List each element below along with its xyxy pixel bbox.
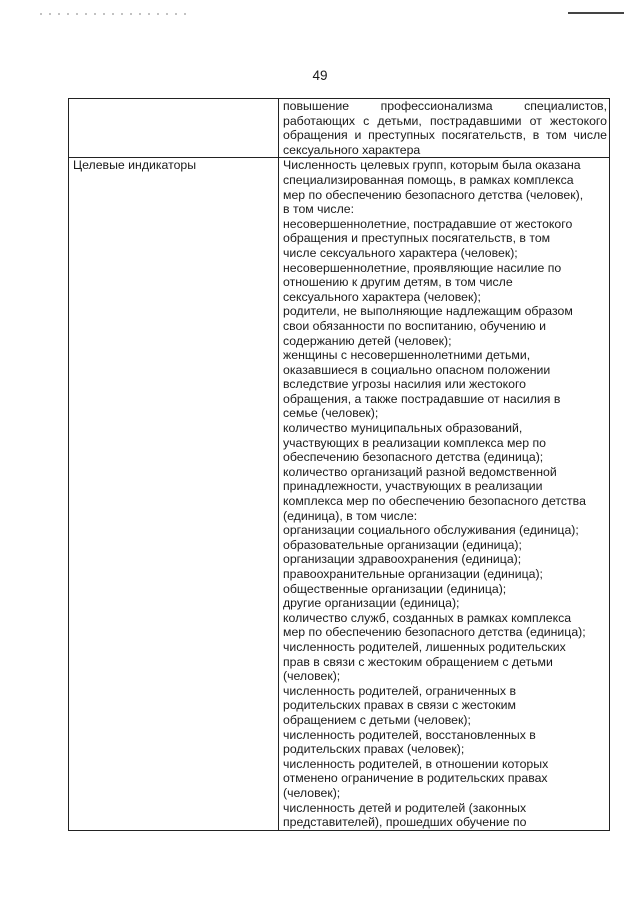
indicator-line: прав в связи с жестоким обращением с детьми: [283, 654, 553, 669]
scan-artifact-top-right: [568, 12, 624, 14]
indicator-line: представителей), прошедших обучение по: [283, 815, 527, 830]
indicator-line: обращения и преступных посягательств, в том: [283, 231, 551, 246]
page-number: 49: [312, 68, 328, 83]
indicator-line: свои обязанности по воспитанию, обучению и: [283, 318, 546, 333]
indicator-line: количество муниципальных образований,: [283, 421, 523, 436]
indicator-line: оказавшиеся в социально опасном положении: [283, 362, 551, 377]
indicator-line: мер по обеспечению безопасного детства (человек),: [283, 187, 584, 202]
indicator-line: другие организации (единица);: [283, 596, 460, 611]
indicator-line: обеспечению безопасного детства (единица);: [283, 450, 544, 465]
indicator-line: отменено ограничение в родительских правах: [283, 771, 548, 786]
indicator-line: родительских правах в связи с жестоким: [283, 698, 516, 713]
indicator-line: обращением с детьми (человек);: [283, 712, 471, 727]
indicator-line: численность родителей, в отношении которых: [283, 756, 549, 771]
indicator-lines: [283, 158, 607, 829]
indicator-line: специализированная помощь, в рамках комплекса: [283, 172, 574, 187]
indicator-line: численность родителей, восстановленных в: [283, 727, 536, 742]
indicator-line: принадлежности, участвующих в реализации: [283, 479, 543, 494]
indicator-line: женщины с несовершеннолетними детьми,: [283, 348, 531, 363]
indicator-line: комплекса мер по обеспечению безопасного детства: [283, 494, 586, 509]
indicator-line: количество служб, созданных в рамках комплекса: [283, 610, 572, 625]
indicator-line: в том числе:: [283, 202, 355, 217]
indicator-line: общественные организации (единица);: [283, 581, 507, 596]
indicator-line: родители, не выполняющие надлежащим образом: [283, 304, 573, 319]
indicator-line: семье (человек);: [283, 406, 379, 421]
indicator-line: числе сексуального характера (человек);: [283, 245, 518, 260]
indicator-line: (человек);: [283, 785, 341, 800]
indicators-label-cell: Целевые индикаторы: [69, 158, 279, 830]
indicator-line: численность родителей, лишенных родительских: [283, 639, 566, 654]
indicator-line: правоохранительные организации (единица);: [283, 567, 543, 581]
indicator-line: количество организаций разной ведомственной: [283, 464, 557, 479]
indicator-line: численность родителей, ограниченных в: [283, 683, 516, 698]
indicator-line: сексуального характера (человек);: [283, 289, 481, 304]
indicator-line: численность детей и родителей (законных: [283, 800, 527, 815]
indicator-line: (единица), в том числе:: [283, 508, 418, 523]
indicator-line: Численность целевых групп, которым была оказана: [283, 158, 581, 173]
indicators-value-cell: [279, 158, 610, 830]
indicator-line: отношению к другим детям, в том числе: [283, 275, 513, 290]
indicator-line: мер по обеспечению безопасного детства (единица);: [283, 625, 586, 640]
continued-right-cell: повышение профессионализма специалистов, работающих с детьми, пострадавшими от жестокого обращения и преступных посягательств, в том числе сексуального характера: [279, 99, 610, 158]
indicator-line: образовательные организации (единица);: [283, 537, 522, 552]
indicator-line: организации социального обслуживания (единица);: [283, 523, 579, 538]
indicator-line: участвующих в реализации комплекса мер по: [283, 435, 546, 450]
table-row-indicators: [69, 158, 610, 830]
indicator-line: вследствие угрозы насилия или жестокого: [283, 377, 527, 392]
indicator-line: несовершеннолетние, проявляющие насилие по: [283, 260, 562, 275]
table-row-continued: [69, 99, 610, 158]
passport-table: [68, 98, 610, 831]
indicator-line: несовершеннолетние, пострадавшие от жестокого: [283, 216, 573, 231]
continued-left-cell: [69, 99, 279, 158]
indicator-line: организации здравоохранения (единица);: [283, 552, 522, 567]
indicator-line: содержанию детей (человек);: [283, 333, 452, 348]
indicator-line: (человек);: [283, 669, 341, 684]
scan-artifact-top-left: [40, 13, 190, 15]
indicator-line: родительских правах (человек);: [283, 742, 465, 757]
indicator-line: обращения, а также пострадавшие от насилия в: [283, 391, 561, 406]
